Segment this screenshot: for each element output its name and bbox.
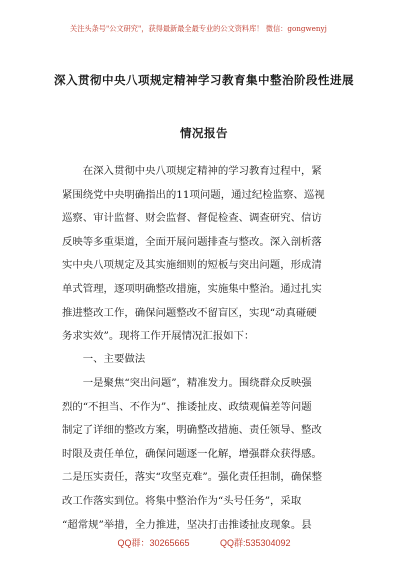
intro-paragraph [62, 160, 347, 349]
text-line: 单式管理，逐项明确整改措施，实施集中整治。通过扎实 [62, 282, 322, 295]
section-heading-text: 一、主要做法 [62, 353, 146, 365]
text-line: 巡察、审计监督、财会监督、督促检查、调查研究、信访 [62, 212, 322, 225]
text-line: 时限及责任单位，确保问题逐一化解，增强群众获得感。 [62, 447, 322, 460]
text-line: 反映等多重渠道，全面开展问题排查与整改。深入剖析落 [62, 235, 322, 248]
text-line: 推进整改工作，确保问题整改不留盲区，实现“动真碰硬 [62, 306, 317, 319]
text-line: 二是压实责任，落实“攻坚克难”。强化责任担制，确保整 [62, 471, 322, 484]
document-title: 深入贯彻中央八项规定精神学习教育集中整治阶段性进展 [54, 73, 354, 87]
text-line: 在深入贯彻中央八项规定精神的学习教育过程中，紧 [62, 165, 322, 177]
text-line: 改工作落实到位。将集中整治作为“头号任务”，采取 [62, 494, 302, 507]
source-header: 关注头条号"公文研究"，获得最新最全最专业的公文资料库！ 微信：gongwenyj [70, 24, 327, 33]
practice-paragraph [62, 372, 347, 537]
page-footer [0, 536, 408, 549]
text-line: “超常规”举措，全力推进，坚决打击推诿扯皮现象。县 [62, 518, 312, 531]
text-line: 制定了详细的整改方案，明确整改措施、责任领导、整改 [62, 424, 322, 437]
text-line: 务求实效”。现将工作开展情况汇报如下： [62, 330, 255, 343]
qq-group-1: QQ群：30265665 [117, 538, 190, 548]
text-line: 紧围绕党中央明确指出的11项问题，通过纪检监察、巡视 [62, 188, 325, 201]
text-line: 实中央八项规定及其实施细则的短板与突出问题，形成清 [62, 259, 322, 272]
document-subtitle: 情况报告 [180, 126, 228, 140]
qq-group-2: QQ群:535304092 [220, 538, 291, 548]
text-line: 一是聚焦“突出问题”，精准发力。围绕群众反映强 [62, 377, 312, 389]
section-heading [62, 348, 347, 372]
text-line: 烈的“不担当、不作为”、推诿扯皮、政绩观偏差等问题 [62, 400, 312, 413]
